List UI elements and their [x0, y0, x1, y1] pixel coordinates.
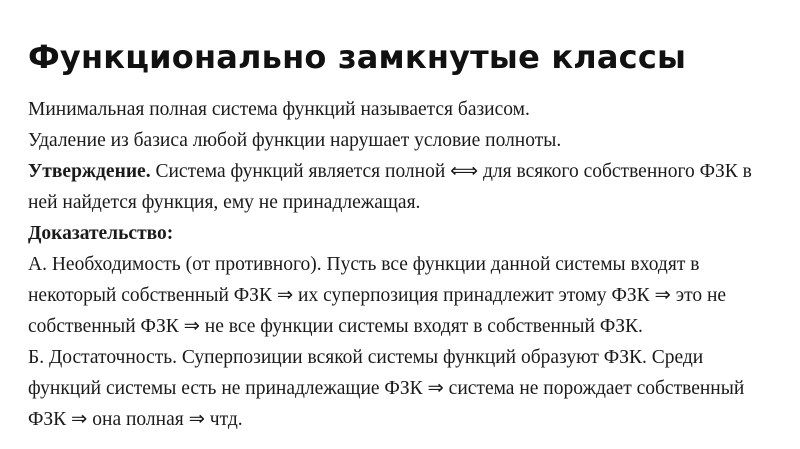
necessity-line-1: А. Необходимость (от противного). Пусть все функции данной системы входят в [28, 254, 700, 275]
slide-body [28, 94, 780, 435]
theorem-continuation: ней найдется функция, ему не принадлежащая. [28, 192, 421, 213]
necessity-line-2: некоторый собственный ФЗК ⇒ их суперпозиция принадлежит этому ФЗК ⇒ это не [28, 285, 727, 306]
proof-label: Доказательство: [28, 223, 174, 244]
sufficiency-line-3: ФЗК ⇒ она полная ⇒ чтд. [28, 409, 243, 430]
sufficiency-line-1: Б. Достаточность. Суперпозиции всякой системы функций образуют ФЗК. Среди [28, 347, 704, 368]
basis-definition: Минимальная полная система функций называется базисом. [28, 99, 530, 120]
slide-title: Функционально замкнутые классы [28, 38, 687, 76]
theorem-line [28, 156, 780, 187]
theorem-label: Утверждение. [28, 161, 151, 182]
necessity-line-3: собственный ФЗК ⇒ не все функции системы входят в собственный ФЗК. [28, 316, 643, 337]
theorem-text: Система функций является полной ⟺ для всякого собственного ФЗК в [150, 161, 752, 182]
basis-removal-statement: Удаление из базиса любой функции нарушает условие полноты. [28, 130, 562, 151]
sufficiency-line-2: функций системы есть не принадлежащие ФЗК ⇒ система не порождает собственный [28, 378, 745, 399]
